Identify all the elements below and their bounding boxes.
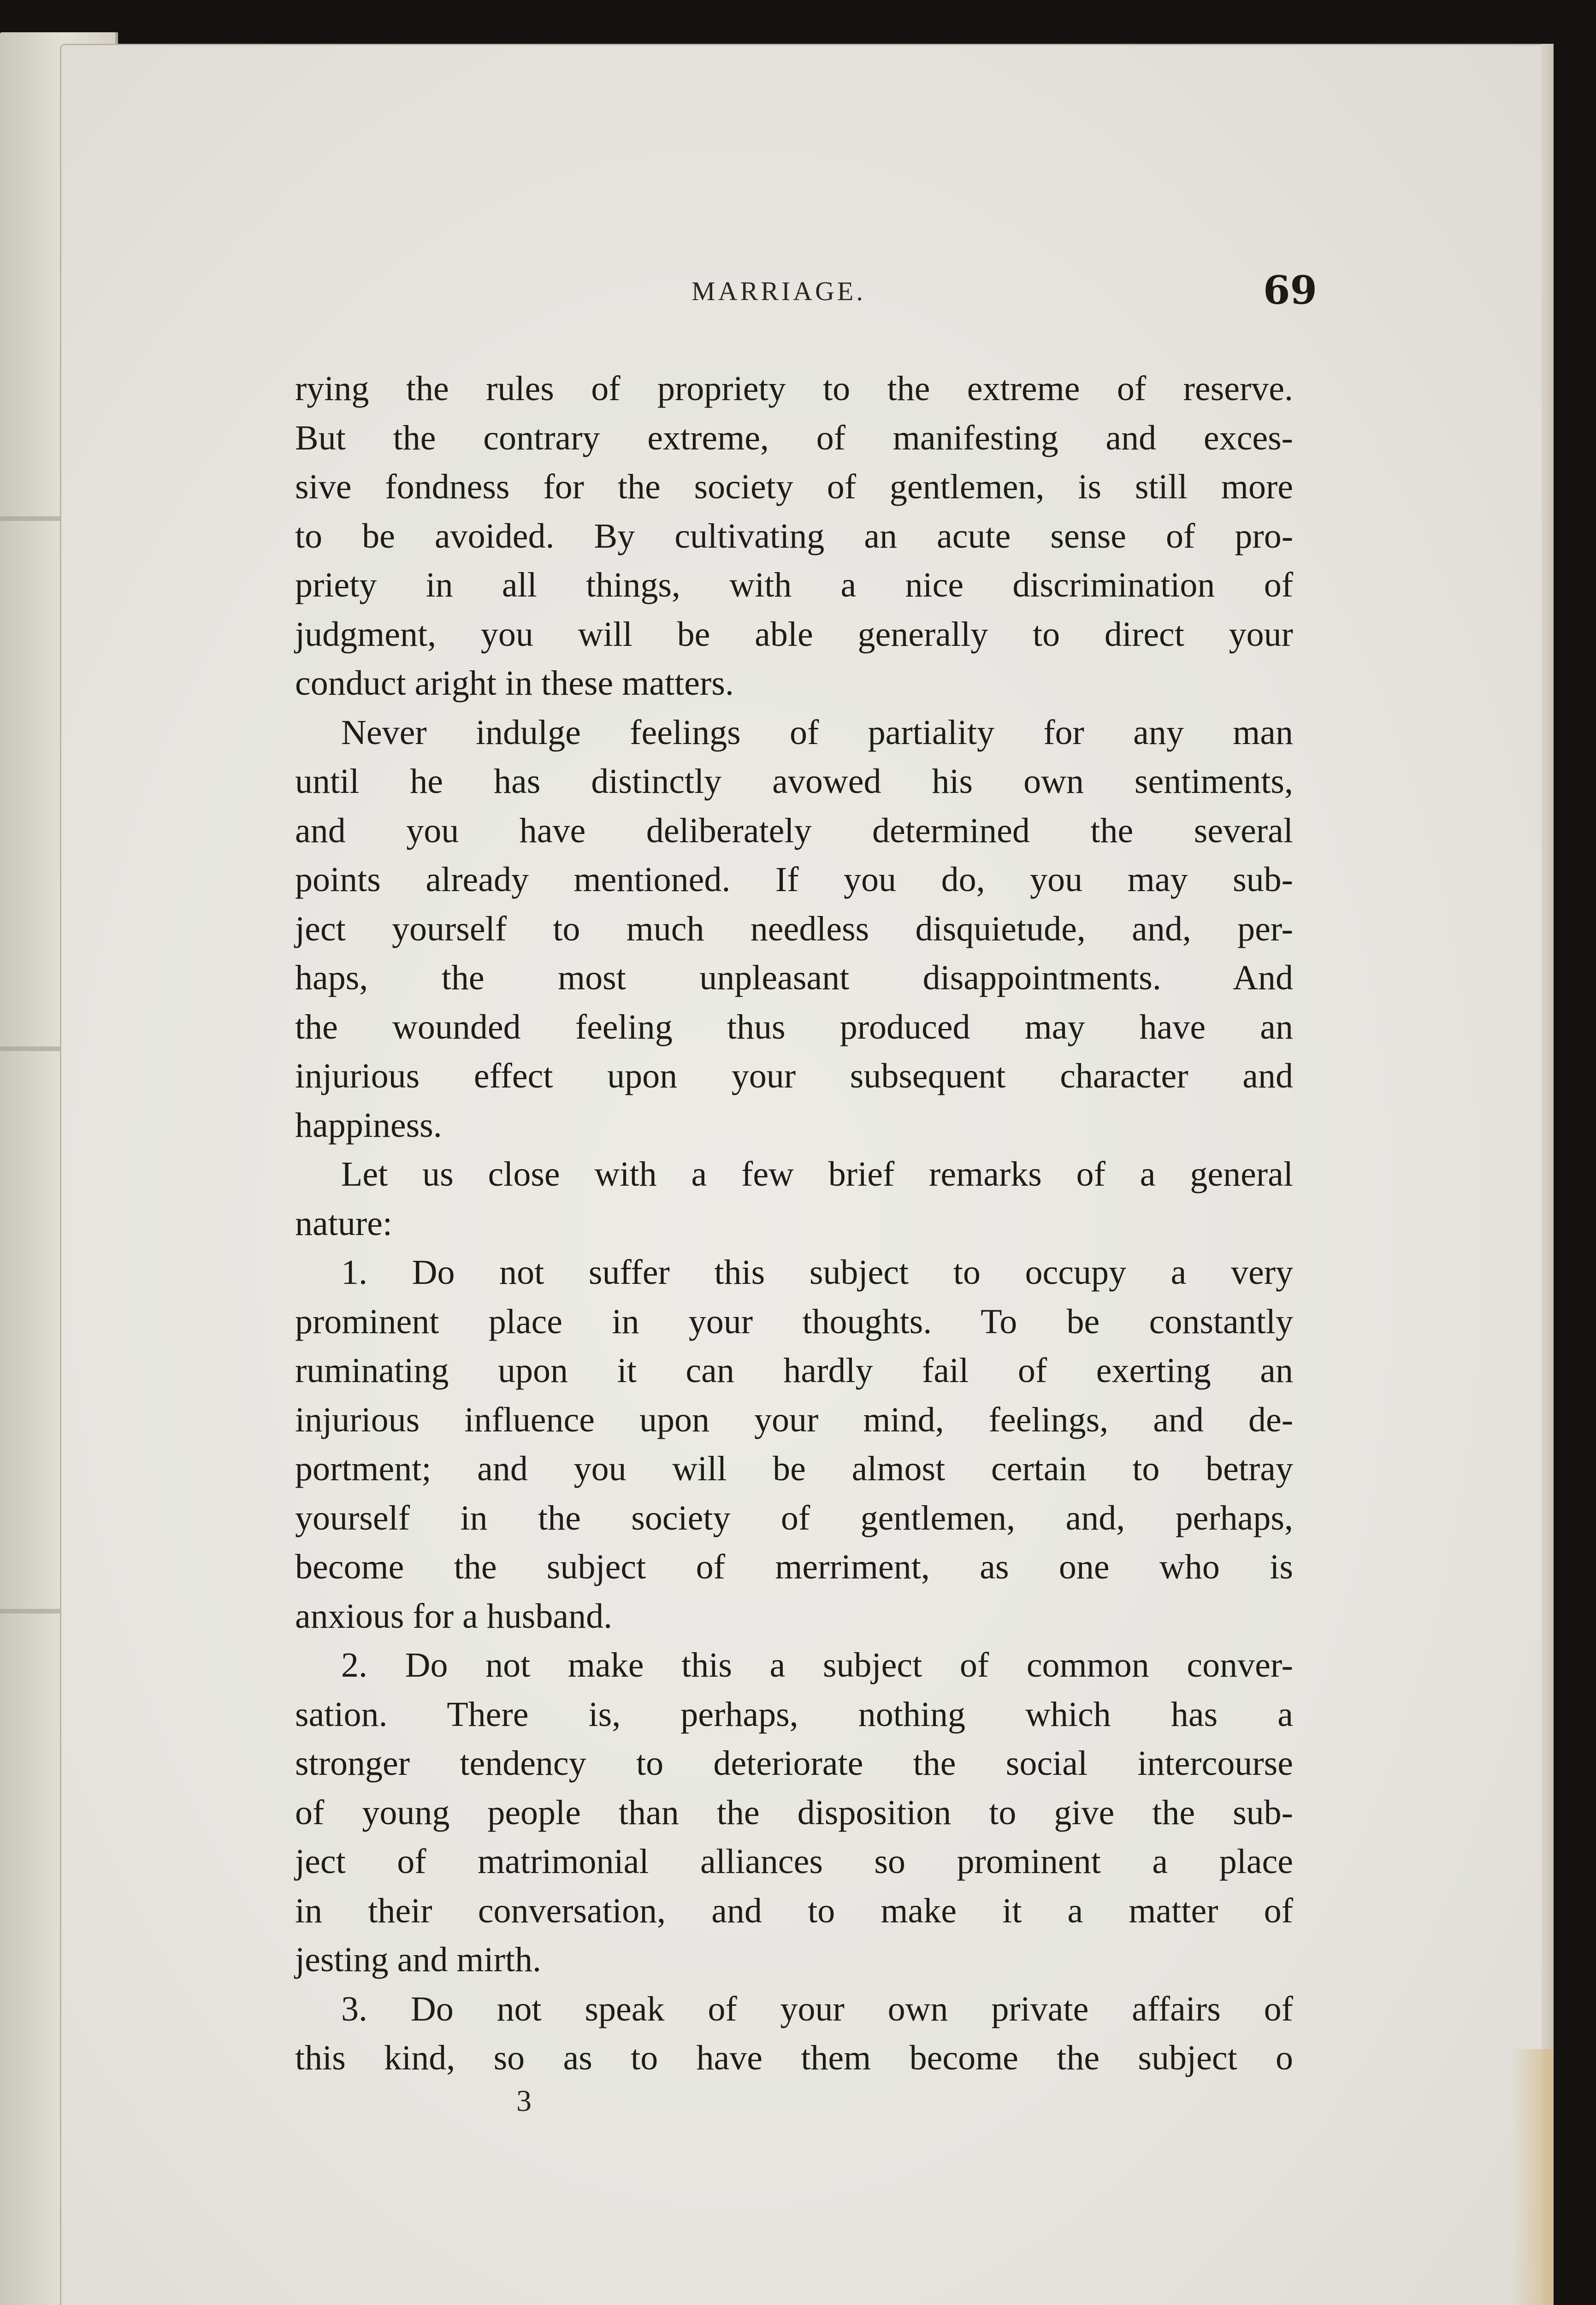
text-line: 3. Do not speak of your own private affairs of <box>341 1989 1293 2028</box>
text-line: become the subject of merriment, as one who is <box>295 1548 1293 1586</box>
text-line: injurious influence upon your mind, feelings, and de- <box>295 1400 1293 1439</box>
text-line: 2. Do not make this a subject of common conver- <box>341 1646 1293 1684</box>
text-line: 1. Do not suffer this subject to occupy a very <box>341 1253 1293 1292</box>
text-line: But the contrary extreme, of manifesting and exces- <box>295 418 1293 457</box>
text-line: jesting and mirth. <box>295 1940 542 1979</box>
text-line: sation. There is, perhaps, nothing which has a <box>295 1695 1293 1734</box>
text-line: sive fondness for the society of gentlemen, is still more <box>295 467 1293 506</box>
text-line: injurious effect upon your subsequent character and <box>295 1057 1293 1095</box>
text-line: and you have deliberately determined the several <box>295 811 1293 850</box>
page-right-edge <box>1542 44 1554 2305</box>
text-line: rying the rules of propriety to the extreme of reserve. <box>295 369 1293 408</box>
text-line: until he has distinctly avowed his own sentiments, <box>295 762 1293 801</box>
body-text <box>295 364 1293 2083</box>
text-line: haps, the most unpleasant disappointments. And <box>295 958 1293 997</box>
text-line: nature: <box>295 1204 393 1243</box>
text-line: judgment, you will be able generally to direct your <box>295 615 1293 654</box>
text-line: anxious for a husband. <box>295 1596 613 1636</box>
text-line: Let us close with a few brief remarks of a general <box>341 1155 1293 1194</box>
text-line: in their conversation, and to make it a matter of <box>295 1891 1293 1930</box>
text-line: happiness. <box>295 1105 442 1145</box>
running-head: MARRIAGE. <box>692 276 866 306</box>
text-line: Never indulge feelings of partiality for any man <box>341 713 1293 752</box>
text-line: ject of matrimonial alliances so prominent a place <box>295 1842 1293 1881</box>
page-stain <box>1512 2049 1554 2305</box>
text-line: priety in all things, with a nice discrimination of <box>295 566 1293 604</box>
page-number: 69 <box>1263 267 1317 313</box>
text-line: prominent place in your thoughts. To be constantly <box>295 1302 1293 1341</box>
text-line: ruminating upon it can hardly fail of exerting an <box>295 1351 1293 1390</box>
text-line: conduct aright in these matters. <box>295 664 734 703</box>
text-line: yourself in the society of gentlemen, and, perhaps, <box>295 1498 1293 1537</box>
text-line: of young people than the disposition to give the sub- <box>295 1793 1293 1832</box>
text-line: this kind, so as to have them become the subject o <box>295 2039 1293 2077</box>
text-line: ject yourself to much needless disquietude, and, per- <box>295 909 1293 948</box>
text-line: portment; and you will be almost certain to betray <box>295 1449 1293 1488</box>
text-line: the wounded feeling thus produced may have an <box>295 1007 1293 1046</box>
text-line: stronger tendency to deteriorate the social intercourse <box>295 1744 1293 1783</box>
signature-mark: 3 <box>516 2084 532 2118</box>
text-line: to be avoided. By cultivating an acute sense of pro- <box>295 516 1293 556</box>
text-line: points already mentioned. If you do, you may sub- <box>295 860 1293 899</box>
